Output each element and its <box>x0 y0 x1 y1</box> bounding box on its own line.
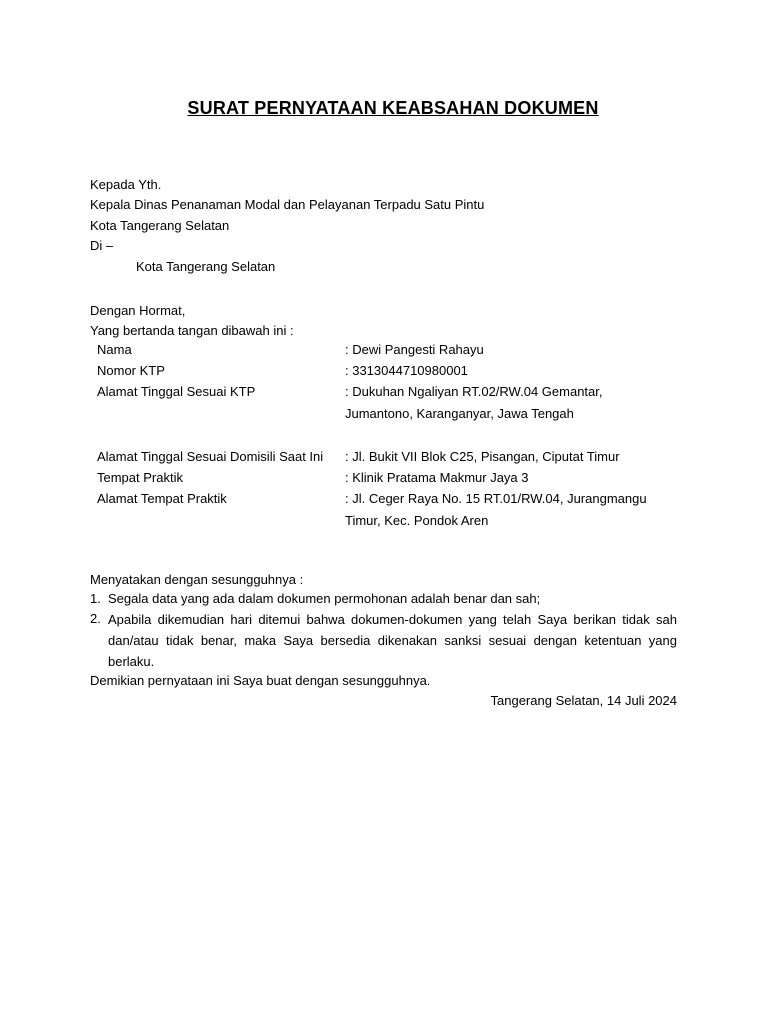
statement-number: 2. <box>90 611 101 626</box>
intro-text: Yang bertanda tangan dibawah ini : <box>90 323 294 338</box>
place-date: Tangerang Selatan, 14 Juli 2024 <box>490 693 677 708</box>
statement-text: Segala data yang ada dalam dokumen permohonan adalah benar dan sah; <box>108 591 541 606</box>
field-value: : 3313044710980001 <box>345 363 468 378</box>
recipient-line-4: Di – <box>90 238 114 253</box>
field-label: Alamat Tinggal Sesuai Domisili Saat Ini <box>97 449 324 464</box>
closing-text: Demikian pernyataan ini Saya buat dengan sesungguhnya. <box>90 673 431 688</box>
field-value: : Dewi Pangesti Rahayu <box>345 342 484 357</box>
greeting: Dengan Hormat, <box>90 303 186 318</box>
field-label: Nama <box>97 342 132 357</box>
field-label: Nomor KTP <box>97 363 165 378</box>
statement-text: Apabila dikemudian hari ditemui bahwa dokumen-dokumen yang telah Saya berikan tidak sah dan/atau tidak benar, maka Saya bersedia dikenakan sanksi sesuai dengan ketentuan yang berlaku. <box>108 612 677 669</box>
field-value-continued: Jumantono, Karanganyar, Jawa Tengah <box>345 406 574 421</box>
recipient-line-3: Kota Tangerang Selatan <box>90 218 230 233</box>
field-value-continued: Timur, Kec. Pondok Aren <box>345 513 489 528</box>
recipient-line-1: Kepada Yth. <box>90 177 162 192</box>
field-value: : Klinik Pratama Makmur Jaya 3 <box>345 470 529 485</box>
field-value: : Jl. Ceger Raya No. 15 RT.01/RW.04, Jurangmangu <box>345 491 647 506</box>
statement-number: 1. <box>90 591 101 606</box>
field-label: Alamat Tempat Praktik <box>97 491 227 506</box>
recipient-line-5: Kota Tangerang Selatan <box>136 259 276 274</box>
field-label: Tempat Praktik <box>97 470 183 485</box>
field-value: : Jl. Bukit VII Blok C25, Pisangan, Ciputat Timur <box>345 449 620 464</box>
field-value: : Dukuhan Ngaliyan RT.02/RW.04 Gemantar, <box>345 384 603 399</box>
statement-intro: Menyatakan dengan sesungguhnya : <box>90 572 304 587</box>
field-label: Alamat Tinggal Sesuai KTP <box>97 384 256 399</box>
recipient-line-2: Kepala Dinas Penanaman Modal dan Pelayanan Terpadu Satu Pintu <box>90 197 485 212</box>
document-title: SURAT PERNYATAAN KEABSAHAN DOKUMEN <box>187 98 599 118</box>
